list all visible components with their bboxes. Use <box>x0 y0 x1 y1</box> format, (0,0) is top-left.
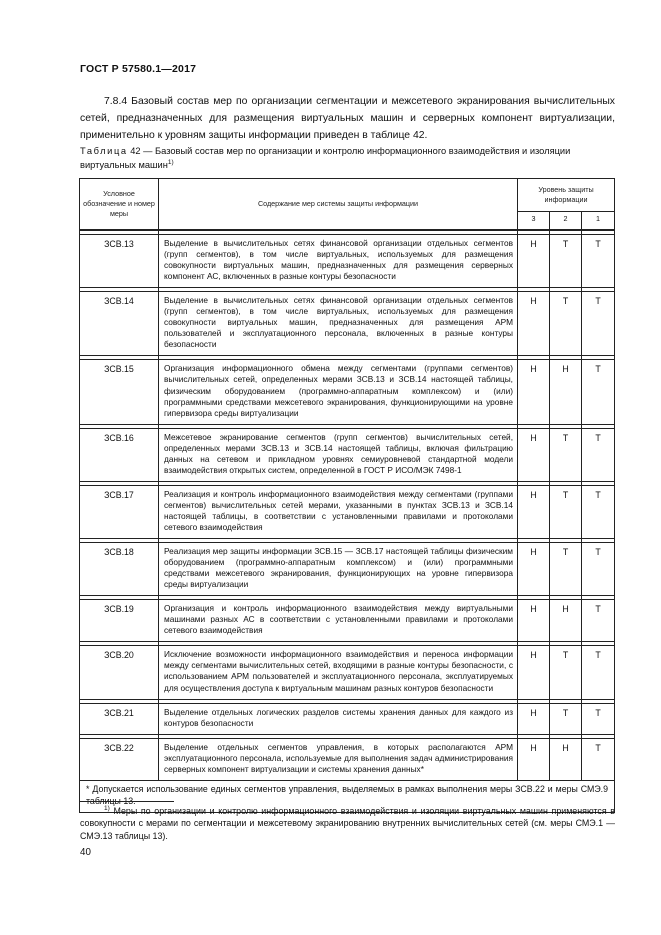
measures-table <box>79 178 615 813</box>
table-caption <box>80 145 615 171</box>
measure-description: Межсетевое экранирование сегментов (групп сегментов) вычислительных сетей, определенных мерами ЗСВ.13 и ЗСВ.14 настоящей таблицы, включая фильтрацию данных на сетевом и прикладном уровнях семиуровневой стандартной модели взаимодействия открытых систем, определенной в ГОСТ Р ИСО/МЭК 7498-1 <box>159 428 518 481</box>
caption-text: 42 — Базовый состав мер по организации и контролю информационного взаимодействия и изоляции виртуальных машин <box>80 146 571 171</box>
measure-description: Организация и контроль информационного взаимодействия между виртуальными машинами разных АС в соответствии с установленными правилами и протоколами сетевого взаимодействия <box>159 600 518 642</box>
level-3-value: Н <box>518 485 550 538</box>
level-1-value: Т <box>582 235 615 288</box>
level-1-value: Т <box>582 600 615 642</box>
level-3-value: Н <box>518 428 550 481</box>
measure-code: ЗСВ.16 <box>80 428 159 481</box>
level-1-value: Т <box>582 738 615 780</box>
table-row <box>80 292 615 356</box>
level-2-value: Т <box>550 703 582 734</box>
table-row <box>80 646 615 699</box>
level-3-value: Н <box>518 235 550 288</box>
level-3-value: Н <box>518 543 550 596</box>
table-row <box>80 235 615 288</box>
table-row <box>80 360 615 424</box>
table-row <box>80 703 615 734</box>
level-2-value: Т <box>550 543 582 596</box>
table-header-row <box>80 179 615 212</box>
measure-description: Реализация мер защиты информации ЗСВ.15 — ЗСВ.17 настоящей таблицы физическим оборудованием (программно-аппаратным комплексом) и (или) программными средствами межсетевого экранирования, функционирующих на уровне гипервизора среды виртуализации <box>159 543 518 596</box>
header-content: Содержание мер системы защиты информации <box>159 179 518 231</box>
measure-code: ЗСВ.13 <box>80 235 159 288</box>
level-3-value: Н <box>518 646 550 699</box>
table-row <box>80 485 615 538</box>
level-1-value: Т <box>582 292 615 356</box>
level-1-value: Т <box>582 485 615 538</box>
level-2-value: Т <box>550 428 582 481</box>
header-level-2: 2 <box>550 211 582 230</box>
measure-description: Реализация и контроль информационного взаимодействия между сегментами (группами сегментов) вычислительных сетей мерами, указанными в пунктах ЗСВ.13 и ЗСВ.14 настоящей таблицы, в соответствии с установленными правилами и протоколами сетевого взаимодействия <box>159 485 518 538</box>
table-row <box>80 428 615 481</box>
level-2-value: Н <box>550 738 582 780</box>
header-code: Условное обозначение и номер меры <box>80 179 159 231</box>
caption-label: Таблица <box>80 146 128 156</box>
measure-code: ЗСВ.21 <box>80 703 159 734</box>
level-2-value: Т <box>550 485 582 538</box>
level-2-value: Н <box>550 360 582 424</box>
intro-paragraph <box>80 93 615 144</box>
footnote-mark: 1) <box>104 805 110 812</box>
intro-text: 7.8.4 Базовый состав мер по организации сегментации и межсетевого экранирования вычислительных сетей, предназначенных для размещения виртуальных машин и серверных компонент виртуализации, применительно к уровням защиты информации приведен в таблице 42. <box>80 96 615 141</box>
footnote-rule <box>79 801 174 802</box>
footnote <box>80 803 615 842</box>
level-1-value: Т <box>582 428 615 481</box>
footnote-text: Меры по организации и контролю информационного взаимодействия и изоляции виртуальных машин применяются в совокупности с мерами по сегментации и межсетевому экранированию внутренних вычислительных сетей (см. меры СМЭ.1 — СМЭ.13 таблицы 13). <box>80 805 615 841</box>
measure-code: ЗСВ.14 <box>80 292 159 356</box>
level-3-value: Н <box>518 600 550 642</box>
table-row <box>80 738 615 780</box>
table-row <box>80 600 615 642</box>
level-1-value: Т <box>582 543 615 596</box>
level-3-value: Н <box>518 738 550 780</box>
measure-code: ЗСВ.20 <box>80 646 159 699</box>
level-3-value: Н <box>518 360 550 424</box>
level-1-value: Т <box>582 703 615 734</box>
header-level-1: 1 <box>582 211 615 230</box>
measure-code: ЗСВ.15 <box>80 360 159 424</box>
table-row <box>80 543 615 596</box>
standard-header: ГОСТ Р 57580.1—2017 <box>80 63 197 75</box>
measure-description: Выделение отдельных логических разделов системы хранения данных для каждого из контуров безопасности <box>159 703 518 734</box>
level-3-value: Н <box>518 703 550 734</box>
level-2-value: Т <box>550 646 582 699</box>
measure-description: Организация информационного обмена между сегментами (группами сегментов) вычислительных сетей, определенных мерами ЗСВ.13 и ЗСВ.14 настоящей таблицы, физическим оборудованием (программно-аппаратным комплексом) и (или) программными средствами межсетевого экранирования, функционирующими на уровне гипервизора среды виртуализации <box>159 360 518 424</box>
measure-code: ЗСВ.17 <box>80 485 159 538</box>
measure-code: ЗСВ.18 <box>80 543 159 596</box>
header-level-3: 3 <box>518 211 550 230</box>
level-1-value: Т <box>582 360 615 424</box>
level-2-value: Т <box>550 235 582 288</box>
level-1-value: Т <box>582 646 615 699</box>
measure-description: Выделение в вычислительных сетях финансовой организации отдельных сегментов (групп сегментов), в том числе виртуальных, используемых для размещения совокупности виртуальных машин, предназначенных для размещения АРМ пользователей и эксплуатационного персонала, включенных в разные контуры безопасности <box>159 292 518 356</box>
measure-description: Выделение отдельных сегментов управления, в которых располагаются АРМ эксплуатационного персонала, используемые для выполнения задач администрирования серверных компонент виртуализации и системы хранения данных* <box>159 738 518 780</box>
measure-code: ЗСВ.22 <box>80 738 159 780</box>
measure-description: Выделение в вычислительных сетях финансовой организации отдельных сегментов (групп сегментов), в том числе виртуальных, используемых для размещения совокупности виртуальных машин, предназначенных для размещения серверных компонент АС, включенных в разные контуры безопасности <box>159 235 518 288</box>
measure-description: Исключение возможности информационного взаимодействия и переноса информации между сегментами вычислительных сетей, входящими в разные контуры безопасности, с использованием АРМ пользователей и эксплуатационного персонала, эксплуатируемых для осуществления доступа к виртуальным машинам разных контуров безопасности <box>159 646 518 699</box>
measure-code: ЗСВ.19 <box>80 600 159 642</box>
level-2-value: Н <box>550 600 582 642</box>
table-note: * Допускается использование единых сегментов управления, выделяемых в рамках выполнения меры ЗСВ.22 и меры СМЭ.9 таблицы 13. <box>80 780 615 812</box>
level-2-value: Т <box>550 292 582 356</box>
page-number: 40 <box>80 847 91 858</box>
caption-footnote-mark: 1) <box>167 159 174 166</box>
level-3-value: Н <box>518 292 550 356</box>
header-levels: Уровень защиты информации <box>518 179 615 212</box>
